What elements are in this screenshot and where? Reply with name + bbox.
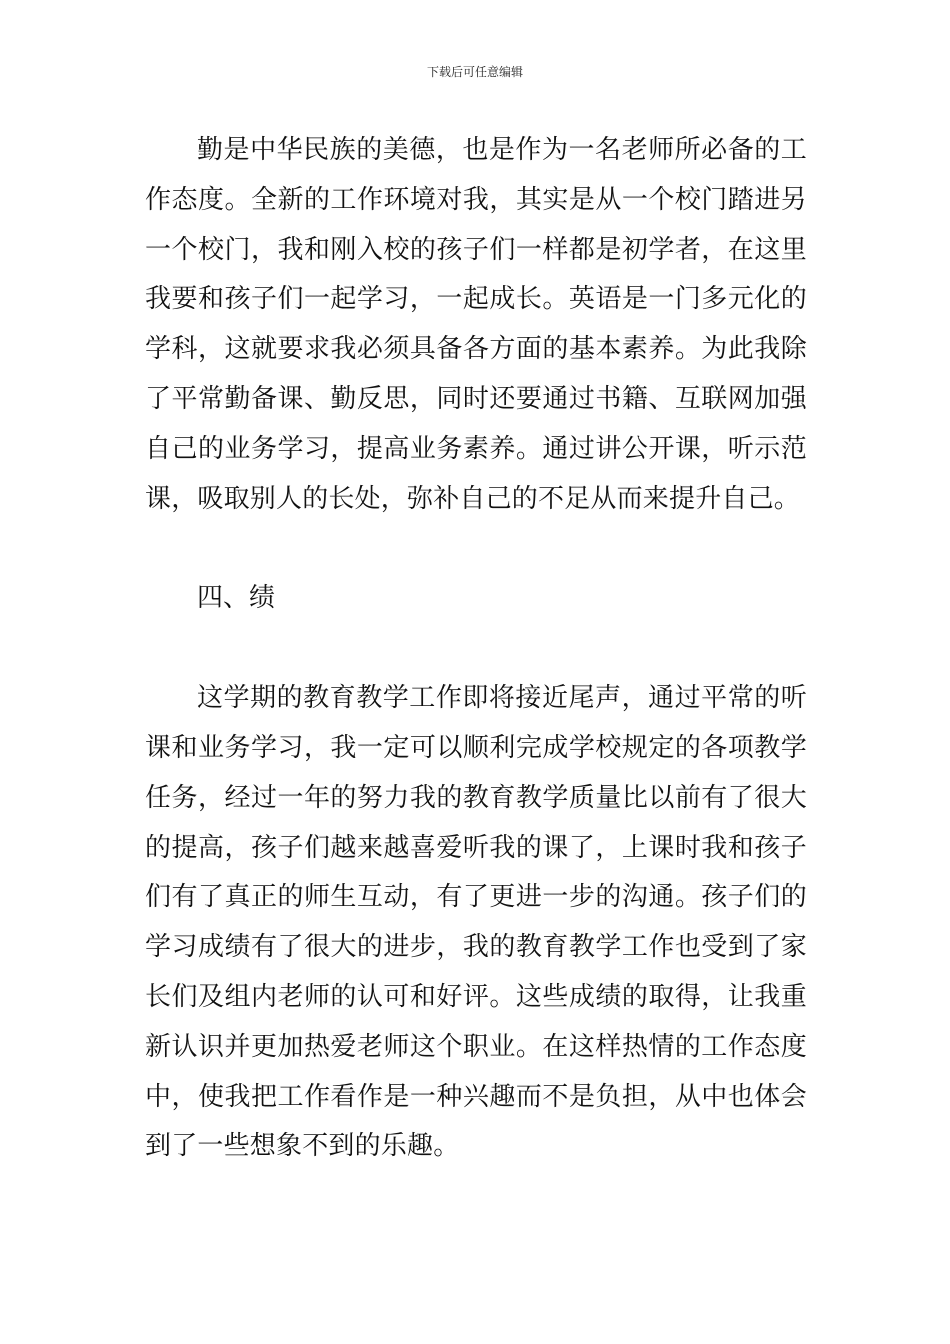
- paragraph-diligence: 勤是中华民族的美德，也是作为一名老师所必备的工作态度。全新的工作环境对我，其实是从一个校门踏进另一个校门，我和刚入校的孩子们一样都是初学者，在这里我要和孩子们一起学习，一起成长。英语是一门多元化的学科，这就要求我必须具备各方面的基本素养。为此我除了平常勤备课、勤反思，同时还要通过书籍、互联网加强自己的业务学习，提高业务素养。通过讲公开课，听示范课，吸取别人的长处，弥补自己的不足从而来提升自己。: [145, 135, 807, 514]
- page-header-note: 下载后可任意编辑: [426, 65, 523, 79]
- document-body: [145, 126, 807, 1172]
- section-heading-achievement: 四、绩: [197, 583, 276, 614]
- paragraph-gap: [145, 624, 807, 674]
- paragraph-achievement: 这学期的教育教学工作即将接近尾声，通过平常的听课和业务学习，我一定可以顺利完成学校规定的各项教学任务，经过一年的努力我的教育教学质量比以前有了很大的提高，孩子们越来越喜爱听我的课了，上课时我和孩子们有了真正的师生互动，有了更进一步的沟通。孩子们的学习成绩有了很大的进步，我的教育教学工作也受到了家长们及组内老师的认可和好评。这些成绩的取得，让我重新认识并更加热爱老师这个职业。在这样热情的工作态度中，使我把工作看作是一种兴趣而不是负担，从中也体会到了一些想象不到的乐趣。: [145, 683, 807, 1162]
- paragraph-gap: [145, 524, 807, 574]
